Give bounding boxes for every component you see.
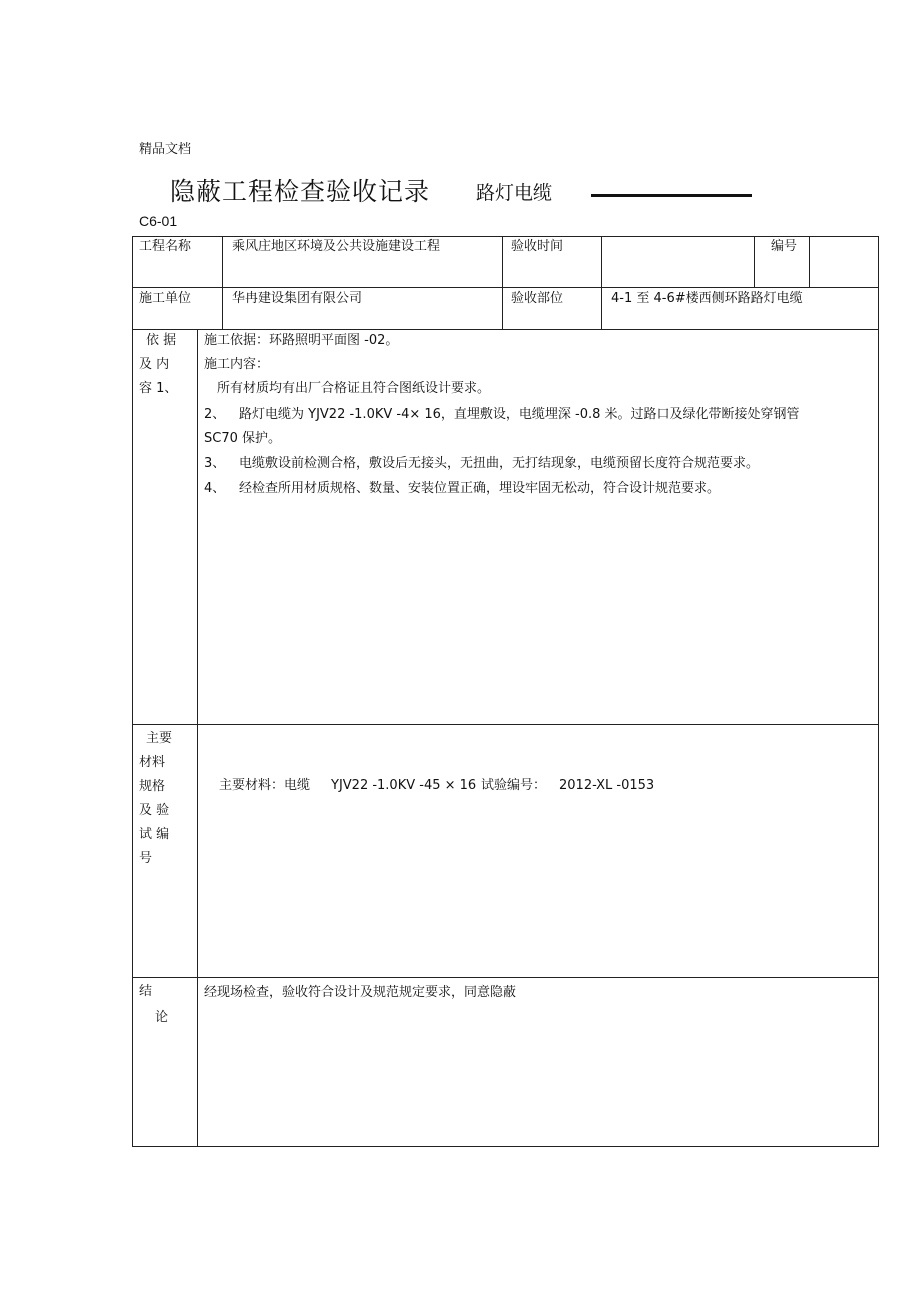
col-divider <box>754 236 755 288</box>
row-divider <box>132 724 879 725</box>
accept-time-label: 验收时间 <box>511 239 564 254</box>
materials-label-line: 及 验 <box>139 803 170 818</box>
col-divider <box>601 236 602 330</box>
test-number-label: 试验编号： <box>481 778 547 793</box>
content-item-3-number: 3、 <box>204 456 226 471</box>
col-divider <box>502 236 503 330</box>
page-title: 隐蔽工程检查验收记录 <box>170 177 431 206</box>
content-item-2-number: 2、 <box>204 407 226 422</box>
title-underline <box>591 194 752 197</box>
content-item-1: 所有材质均有出厂合格证且符合图纸设计要求。 <box>217 381 491 396</box>
table-border-right <box>878 236 879 1147</box>
test-number-value: 2012-XL -0153 <box>559 778 655 793</box>
materials-label-line: 规格 <box>139 779 166 794</box>
construction-content-heading: 施工内容： <box>204 357 270 372</box>
conclusion-text: 经现场检查，验收符合设计及规范规定要求，同意隐蔽 <box>204 985 517 1000</box>
col-divider <box>222 236 223 330</box>
col-divider <box>197 329 198 1147</box>
header-tag: 精品文档 <box>139 142 192 157</box>
accept-part-value: 4-1 至 4-6#楼西侧环路路灯电缆 <box>611 291 803 306</box>
page-subtitle: 路灯电缆 <box>476 182 553 204</box>
construction-basis: 施工依据：环路照明平面图 -02。 <box>204 333 399 348</box>
main-materials-spec: YJV22 -1.0KV -45 × 16 <box>331 778 477 793</box>
content-item-2: 路灯电缆为 YJV22 -1.0KV -4× 16，直埋敷设，电缆埋深 -0.8 米。过路口及绿化带断接处穿钢管 <box>239 407 800 422</box>
conclusion-label-line: 论 <box>155 1010 169 1025</box>
content-item-2-continued: SC70 保护。 <box>204 431 282 446</box>
materials-label-line: 试 编 <box>139 827 170 842</box>
basis-label-line: 及 内 <box>139 357 170 372</box>
content-item-4-number: 4、 <box>204 481 226 496</box>
project-name-value: 乘风庄地区环境及公共设施建设工程 <box>232 239 441 254</box>
project-name-label: 工程名称 <box>139 239 192 254</box>
conclusion-label-line: 结 <box>139 984 153 999</box>
materials-label-line: 材料 <box>139 755 166 770</box>
form-code: C6-01 <box>139 213 178 229</box>
contractor-value: 华冉建设集团有限公司 <box>232 291 363 306</box>
materials-label-line: 主要 <box>146 731 173 746</box>
main-materials-label: 主要材料：电缆 <box>219 778 311 793</box>
number-label: 编号 <box>771 239 798 254</box>
basis-label-line: 依 据 <box>146 333 177 348</box>
content-item-3: 电缆敷设前检测合格，敷设后无接头，无扭曲，无打结现象，电缆预留长度符合规范要求。 <box>239 456 760 471</box>
col-divider <box>809 236 810 288</box>
table-border-bottom <box>132 1146 879 1147</box>
basis-label-line: 容 1、 <box>139 381 178 396</box>
accept-part-label: 验收部位 <box>511 291 564 306</box>
contractor-label: 施工单位 <box>139 291 192 306</box>
content-item-4: 经检查所用材质规格、数量、安装位置正确，埋设牢固无松动，符合设计规范要求。 <box>239 481 721 496</box>
materials-label-line: 号 <box>139 851 153 866</box>
row-divider <box>132 329 879 330</box>
row-divider <box>132 977 879 978</box>
table-border-left <box>132 236 133 1147</box>
row-divider <box>132 287 879 288</box>
